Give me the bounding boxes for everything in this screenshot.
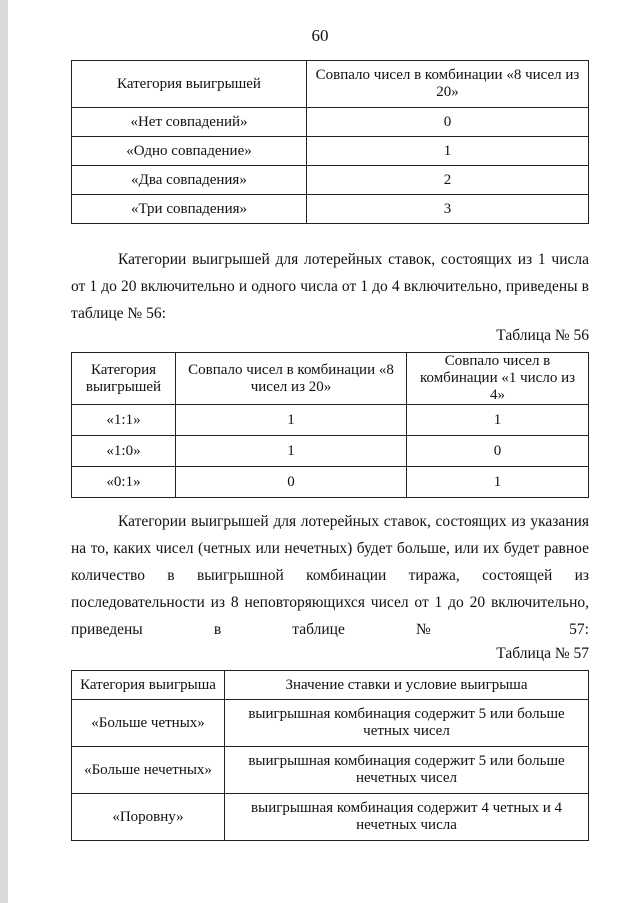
value-cell: 1 (407, 467, 589, 498)
value-cell: 0 (307, 108, 589, 137)
condition-cell: выигрышная комбинация содержит 5 или больше четных чисел (225, 700, 589, 747)
paragraph-table56-intro: Категории выигрышей для лотерейных ставок, состоящих из 1 числа от 1 до 20 включительно и одного числа от 1 до 4 включительно, приведены в таблице № 56: (71, 251, 589, 322)
value-cell: 3 (307, 195, 589, 224)
header-cell: Совпало чисел в комбинации «1 число из 4» (407, 353, 589, 405)
value-cell: 1 (307, 137, 589, 166)
table-row (72, 700, 589, 747)
table-row (72, 137, 589, 166)
scan-edge (0, 0, 8, 903)
paragraph-text: Категории выигрышей для лотерейных ставок, состоящих из указания на то, каких чисел (четных или нечетных) будет больше, или их будет равное количество в выигрышной комбинации тиража, состоящей из последовательности из 8 неповторяющихся чисел от 1 до 20 включительно, приведены в таблице № 57: (71, 513, 589, 638)
value-cell: 2 (307, 166, 589, 195)
header-cell: Категория выигрышей (72, 353, 176, 405)
table-row (72, 436, 589, 467)
category-cell: «Два совпадения» (72, 166, 307, 195)
table-56 (71, 352, 589, 498)
header-cell: Совпало чисел в комбинации «8 чисел из 20» (307, 61, 589, 108)
category-cell: «Больше нечетных» (72, 747, 225, 794)
table-55 (71, 60, 589, 224)
table-row (72, 405, 589, 436)
table-56-caption: Таблица № 56 (496, 327, 589, 344)
category-cell: «Больше четных» (72, 700, 225, 747)
condition-cell: выигрышная комбинация содержит 5 или больше нечетных чисел (225, 747, 589, 794)
table-header-row (72, 61, 589, 108)
category-cell: «Три совпадения» (72, 195, 307, 224)
table-row (72, 794, 589, 841)
condition-cell: выигрышная комбинация содержит 4 четных и 4 нечетных числа (225, 794, 589, 841)
value-cell: 1 (407, 405, 589, 436)
value-cell: 1 (176, 405, 407, 436)
category-cell: «1:1» (72, 405, 176, 436)
table-row (72, 166, 589, 195)
value-cell: 1 (176, 436, 407, 467)
category-cell: «Одно совпадение» (72, 137, 307, 166)
header-cell: Значение ставки и условие выигрыша (225, 671, 589, 700)
table-header-row (72, 671, 589, 700)
category-cell: «Поровну» (72, 794, 225, 841)
table-row (72, 108, 589, 137)
paragraph-table57-intro (71, 508, 589, 643)
table-header-row (72, 353, 589, 405)
table-row (72, 195, 589, 224)
page-number: 60 (311, 26, 329, 45)
table-57-caption: Таблица № 57 (496, 645, 589, 662)
table-row (72, 467, 589, 498)
value-cell: 0 (407, 436, 589, 467)
table-row (72, 747, 589, 794)
value-cell: 0 (176, 467, 407, 498)
category-cell: «Нет совпадений» (72, 108, 307, 137)
category-cell: «1:0» (72, 436, 176, 467)
table-57 (71, 670, 589, 841)
header-cell: Категория выигрышей (72, 61, 307, 108)
header-cell: Совпало чисел в комбинации «8 чисел из 20» (176, 353, 407, 405)
header-cell: Категория выигрыша (72, 671, 225, 700)
category-cell: «0:1» (72, 467, 176, 498)
